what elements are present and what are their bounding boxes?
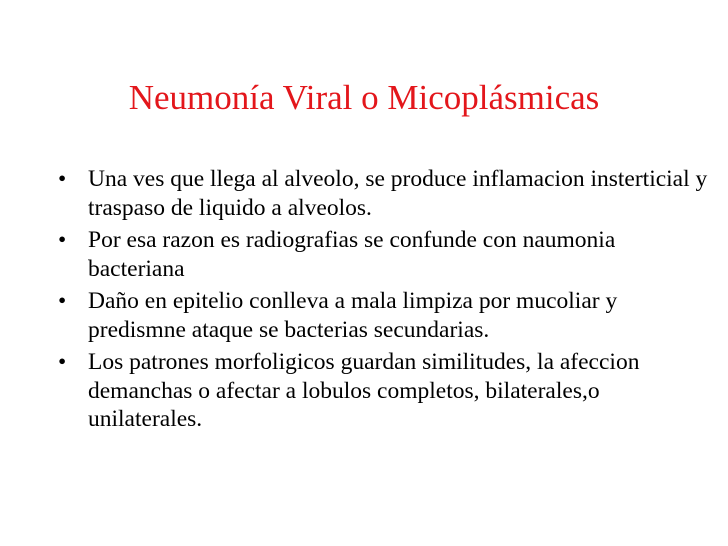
bullet-dot-icon: • xyxy=(58,227,67,253)
bullet-text: Los patrones morfoligicos guardan similitudes, la afeccion demanchas o afectar a lobulos completos, bilaterales,o unilaterales. xyxy=(88,349,640,432)
bullet-list xyxy=(30,165,710,438)
bullet-dot-icon: • xyxy=(58,288,67,314)
bullet-dot-icon: • xyxy=(58,349,67,375)
bullet-dot-icon: • xyxy=(58,166,67,192)
bullet-item xyxy=(30,348,710,434)
bullet-item xyxy=(30,226,710,283)
bullet-text: Daño en epitelio conlleva a mala limpiza por mucoliar y predismne ataque se bacterias secundarias. xyxy=(88,288,618,343)
bullet-item xyxy=(30,165,710,222)
bullet-text: Una ves que llega al alveolo, se produce inflamacion insterticial y traspaso de liquido a alveolos. xyxy=(88,166,708,221)
slide-title: Neumonía Viral o Micoplásmicas xyxy=(128,78,600,117)
bullet-text: Por esa razon es radiografias se confunde con naumonia bacteriana xyxy=(88,227,616,282)
bullet-item xyxy=(30,287,710,344)
